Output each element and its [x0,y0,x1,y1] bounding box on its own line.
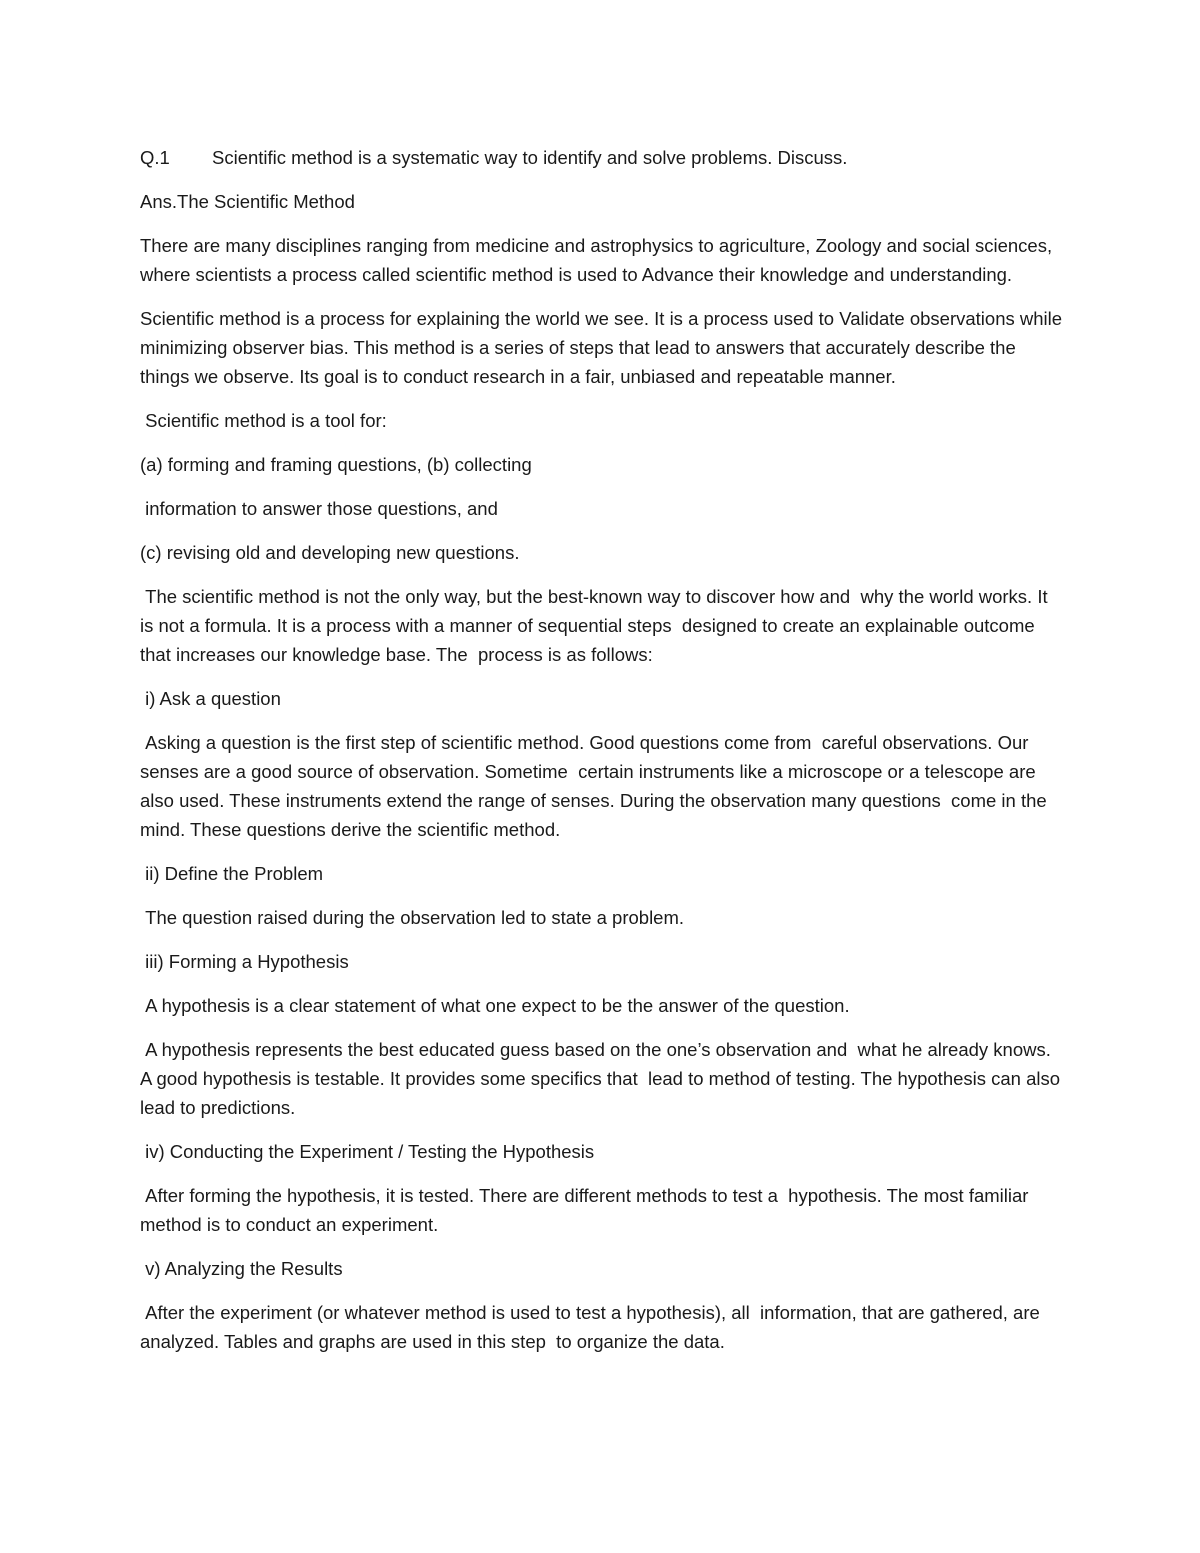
step-heading: v) Analyzing the Results [140,1258,343,1279]
answer-heading: Ans.The Scientific Method [140,191,355,212]
step-heading: i) Ask a question [140,688,281,709]
paragraph: There are many disciplines ranging from medicine and astrophysics to agriculture, Zoology and social sciences, where scientists a process called scientific method is used to Advance their knowledge and understanding. [140,235,1058,285]
question-line [140,143,1065,172]
paragraph: After forming the hypothesis, it is tested. There are different methods to test a hypothesis. The most familiar method is to conduct an experiment. [140,1185,1034,1235]
paragraph: The question raised during the observation led to state a problem. [140,907,685,928]
step-heading: ii) Define the Problem [140,863,324,884]
step-heading: iii) Forming a Hypothesis [140,951,349,972]
paragraph: The scientific method is not the only way, but the best-known way to discover how and why the world works. It is not a formula. It is a process with a manner of sequential steps designed to create an explainable outcome that increases our knowledge base. The process is as follows: [140,586,1053,665]
paragraph: After the experiment (or whatever method is used to test a hypothesis), all information, that are gathered, are analyzed. Tables and graphs are used in this step to organize the data. [140,1302,1045,1352]
paragraph: information to answer those questions, and [140,498,498,519]
paragraph: (a) forming and framing questions, (b) collecting [140,454,532,475]
document-body [140,143,1068,1371]
paragraph: Asking a question is the first step of scientific method. Good questions come from careful observations. Our senses are a good source of observation. Sometime certain instruments like a microscope or a telescope are also used. These instruments extend the range of senses. During the observation many questions come in the mind. These questions derive the scientific method. [140,732,1052,840]
paragraph: (c) revising old and developing new questions. [140,542,520,563]
paragraph: Scientific method is a process for explaining the world we see. It is a process used to Validate observations while minimizing observer bias. This method is a series of steps that lead to answers that accurately describe the things we observe. Its goal is to conduct research in a fair, unbiased and repeatable manner. [140,308,1068,387]
paragraph: Scientific method is a tool for: [140,410,387,431]
question-number: Q.1 [140,147,170,168]
paragraph: A hypothesis is a clear statement of what one expect to be the answer of the question. [140,995,850,1016]
step-heading: iv) Conducting the Experiment / Testing the Hypothesis [140,1141,595,1162]
question-text: Scientific method is a systematic way to identify and solve problems. Discuss. [212,147,848,168]
paragraph: A hypothesis represents the best educated guess based on the one’s observation and what he already knows. A good hypothesis is testable. It provides some specifics that lead to method of testing. The hypothesis can also lead to predictions. [140,1039,1066,1118]
